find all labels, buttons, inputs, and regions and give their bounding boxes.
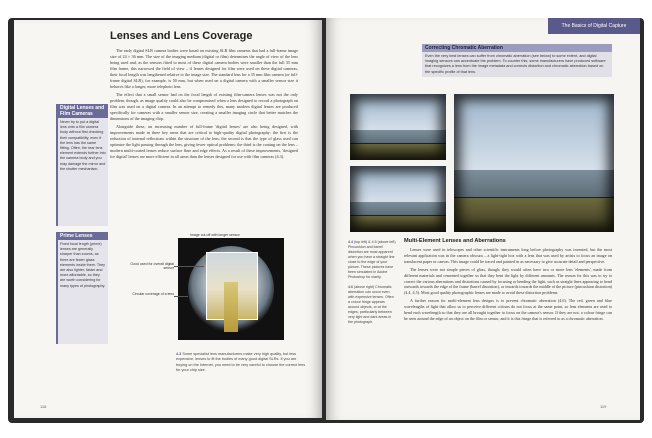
photo-barrel (350, 166, 446, 232)
caption-text: (above right) Chromatic aberration can occur even with expensive lenses. Often a colour fringe appears around objects, or at the edges, particularly between very light and dark areas in the photograph. (348, 285, 394, 324)
section-header-tab: The Basics of Digital Capture (548, 18, 640, 34)
figure-leader-line (174, 296, 188, 297)
figure-label-coverage: Circular coverage of a lens (132, 292, 174, 296)
sidebar-digital-lenses (56, 104, 108, 226)
caption-number: 4.3 (176, 352, 182, 356)
figure-caption (176, 352, 306, 374)
caption-number: 4.6 (348, 285, 353, 289)
sidebar-title: Prime Lenses (58, 232, 108, 240)
caption-text: (top left) & 4.5 (above left) Pincushion and barrel distortion are most apparent when you have a straight line close to the edge of your picture. These pictures have been simulated in Adobe Photoshop for clarity. (348, 240, 396, 279)
photo-pincushion (350, 94, 446, 160)
right-page-number: 119 (600, 404, 607, 409)
figure-leader-line (174, 266, 204, 267)
left-paragraph: Alongside these, an increasing number of full-frame 'digital lenses' are also being designed, with improvements made in three key areas that are critical to high-quality digital photography: the first is the reduction of internal reflections within the structure of the lens; the second is that the type of glass used can optimize the light passing through the lens, giving fewer optical problems; the third is the coating on the lens – modern multi-coated lenses reduce surface flare and edge effects. As a result of these improvements, 'designed for digital' lenses are more efficient in all areas than the lenses designed for use with film cameras (4.3). (110, 124, 298, 159)
caption-text: Some specialist lens manufacturers make very high quality, but less expensive, lenses to fit the bodies of many good digital SLRs. If you are buying on the Internet, you need to be very careful to choose the correct lens for your chip size. (176, 352, 306, 373)
sidebar-body: Never try to put a digital lens onto a film camera body without first checking their compatibility, even if the lens has the same fitting. Often, the rear lens element extends further into the camera body and you may damage the mirror and the shutter mechanism. (60, 120, 106, 171)
right-body-text (404, 247, 612, 397)
left-paragraph: The early digital SLR camera bodies were based on existing SLR film cameras that had a full-frame image size of 24 × 36 mm. The size of the imaging medium (digital or film) determines the angle of view of the lens being used and, as the sensors fitted to most of these digital camera bodies were smaller than the full 35 mm film frame, this narrowed the field of view – if lenses designed for film were used on these digital cameras, their focal length was lengthened relative to the image size. The standard lens for a 35 mm film camera (or full-frame digital SLR), for example, is 50 mm, but when used on a digital camera with a smaller sensor size it behaves like a longer, more telephoto lens. (110, 48, 298, 89)
photo-vignette (350, 94, 446, 160)
left-page-number: 118 (40, 404, 47, 409)
figure-label-sensor: Good used for overall digital sensor (130, 262, 174, 270)
right-paragraph: Lenses were used in telescopes and other scientific instruments long before photography was invented, but the most relevant application was in the camera obscura – a light-tight box with a lens that was used by artists to focus an image on translucent paper or canvas. This image could be traced and painted in as necessary to give accurate detail and perspective. (404, 247, 612, 264)
lens-coverage-figure (178, 238, 284, 340)
callout-title: Correcting Chromatic Aberration (422, 44, 612, 52)
caption-4-4 (348, 240, 396, 280)
right-paragraph: A further reason for multi-element lens designs is to prevent chromatic aberration (4.6). The red, green and blue wavelengths of light that allow us to perceive different colours do not focus at the same point, so lens elements are used to bend each wavelength so that they are all brought together to focus on the camera's sensor. If they are not, a colour fringe can be seen around the edge of an object on the film or sensor, and it is this fringe that is referred to as a chromatic aberration. (404, 298, 612, 321)
photo-vignette (454, 94, 614, 232)
sidebar-body: Fixed focal length (prime) lenses are generally sharper than zooms, as there are fewer glass elements inside them. They are also lighter, faster and more affordable, so they are worth considering for many types of photography. (60, 242, 106, 288)
left-body-text (110, 48, 298, 253)
page-title: Lenses and Lens Coverage (110, 30, 253, 42)
sidebar-prime-lenses (56, 232, 108, 344)
photo-chromatic-aberration (454, 94, 614, 232)
caption-4-6 (348, 285, 396, 325)
section-heading: Multi-Element Lenses and Aberrations (404, 238, 506, 244)
callout-chromatic-aberration (422, 44, 612, 77)
left-paragraph: The effect that a small sensor had on the focal length of existing film-camera lenses was not the only problem, though, as image quality could also be compromised when a lens designed to record a photograph on film was used on a digital camera. In an attempt to remedy this, many modern digital lenses are produced specifically for cameras with a smaller sensor size, creating a smaller imaging circle that better matches the dimensions of the imaging chip. (110, 92, 298, 121)
caption-number: 4.4 (348, 240, 353, 244)
figure-label-top: Image cut-off with longer sensor (190, 233, 240, 237)
callout-body: Even the very best lenses can suffer from chromatic aberration (see below) to some extent, and digital imaging sensors can accentuate the problem. To counter this, some manufacturers have produced software that recognizes a lens from the image metadata and corrects distortion and chromatic aberration based on the specific profile of that lens. (425, 54, 606, 74)
road-image (224, 282, 238, 332)
right-captions (348, 240, 396, 330)
right-paragraph: The lenses were not simple pieces of glass, though; they would often have two or more lens 'elements', made from different materials and cemented together so that they bent the light by different amounts. The reason for this was to try to correct the various aberrations and distortions caused by focusing or bending the light, such as straight lines appearing to bend outwards towards the edge of the frame (barrel distortion), or inwards towards the middle of the picture (pincushion distortion) (4.4, 4.5). Most good quality photographic lenses are made to avoid these distortion problems. (404, 266, 612, 296)
photo-vignette (350, 166, 446, 232)
sidebar-title: Digital Lenses and Film Cameras (58, 104, 108, 118)
